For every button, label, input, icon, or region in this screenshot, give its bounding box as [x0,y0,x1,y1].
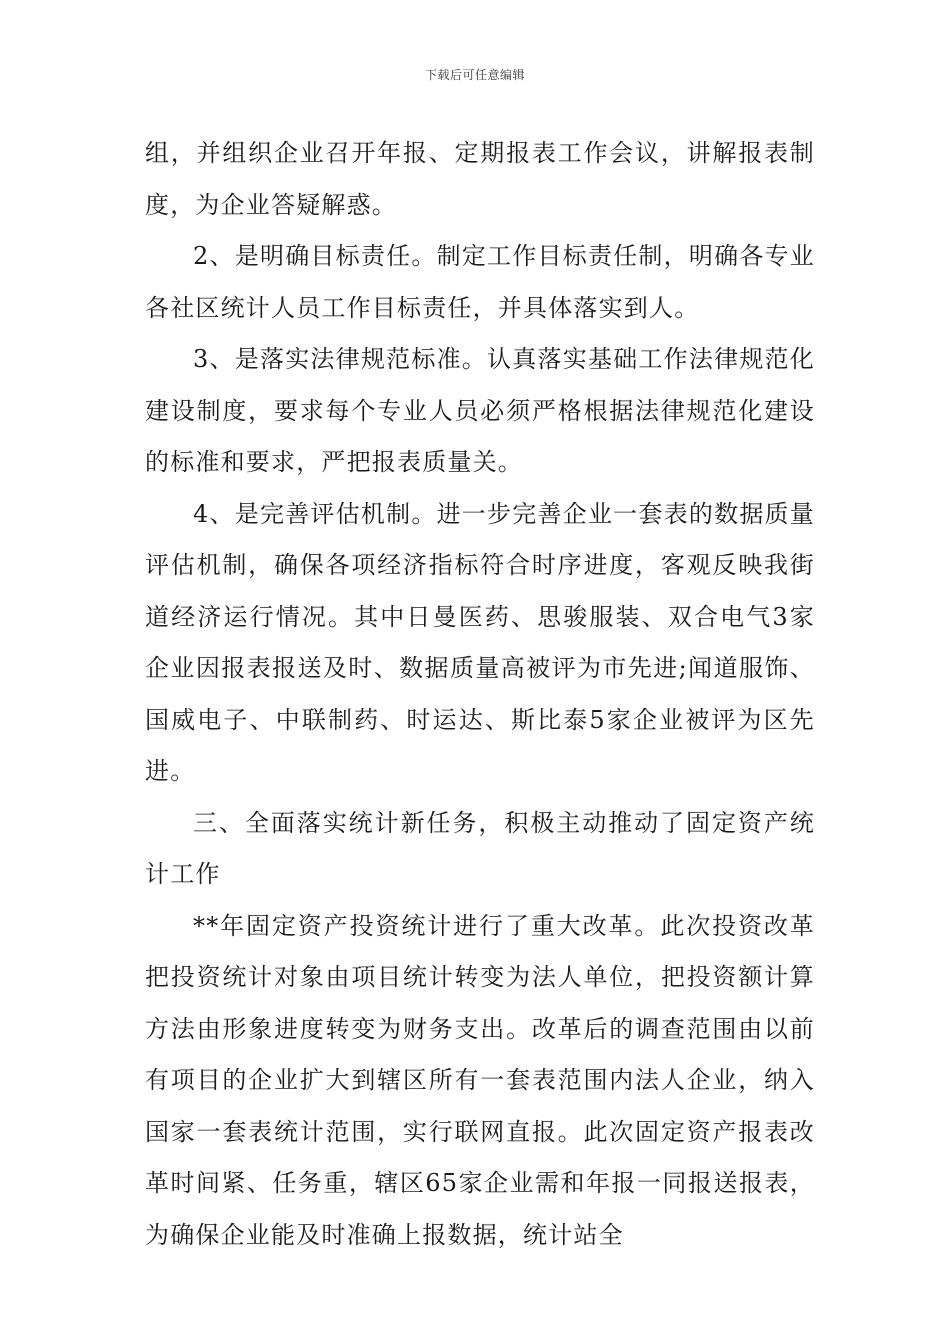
paragraph-investment-reform: **年固定资产投资统计进行了重大改革。此次投资改革把投资统计对象由项目统计转变为法人单位，把投资额计算方法由形象进度转变为财务支出。改革后的调查范围由以前有项目的企业扩大到辖区所有一套表范围内法人企业，纳入国家一套表统计范围，实行联网直报。此次固定资产报表改革时间紧、任务重，辖区65家企业需和年报一同报送报表，为确保企业能及时准确上报数据，统计站全 [145,911,815,1249]
paragraph-item-2: 2、是明确目标责任。制定工作目标责任制，明确各专业各社区统计人员工作目标责任，并具体落实到人。 [145,242,815,322]
section-heading-3: 三、全面落实统计新任务，积极主动推动了固定资产统计工作 [145,808,815,888]
paragraph-continuation: 组，并组织企业召开年报、定期报表工作会议，讲解报表制度，为企业答疑解惑。 [145,139,815,219]
document-body [145,128,815,1261]
header-note: 下载后可任意编辑 [424,68,525,82]
paragraph-item-3: 3、是落实法律规范标准。认真落实基础工作法律规范化建设制度，要求每个专业人员必须严格根据法律规范化建设的标准和要求，严把报表质量关。 [145,345,815,476]
paragraph-item-4: 4、是完善评估机制。进一步完善企业一套表的数据质量评估机制，确保各项经济指标符合时序进度，客观反映我街道经济运行情况。其中日曼医药、思骏服装、双合电气3家企业因报表报送及时、数据质量高被评为市先进;闻道服饰、国威电子、中联制药、时运达、斯比泰5家企业被评为区先进。 [145,499,815,785]
